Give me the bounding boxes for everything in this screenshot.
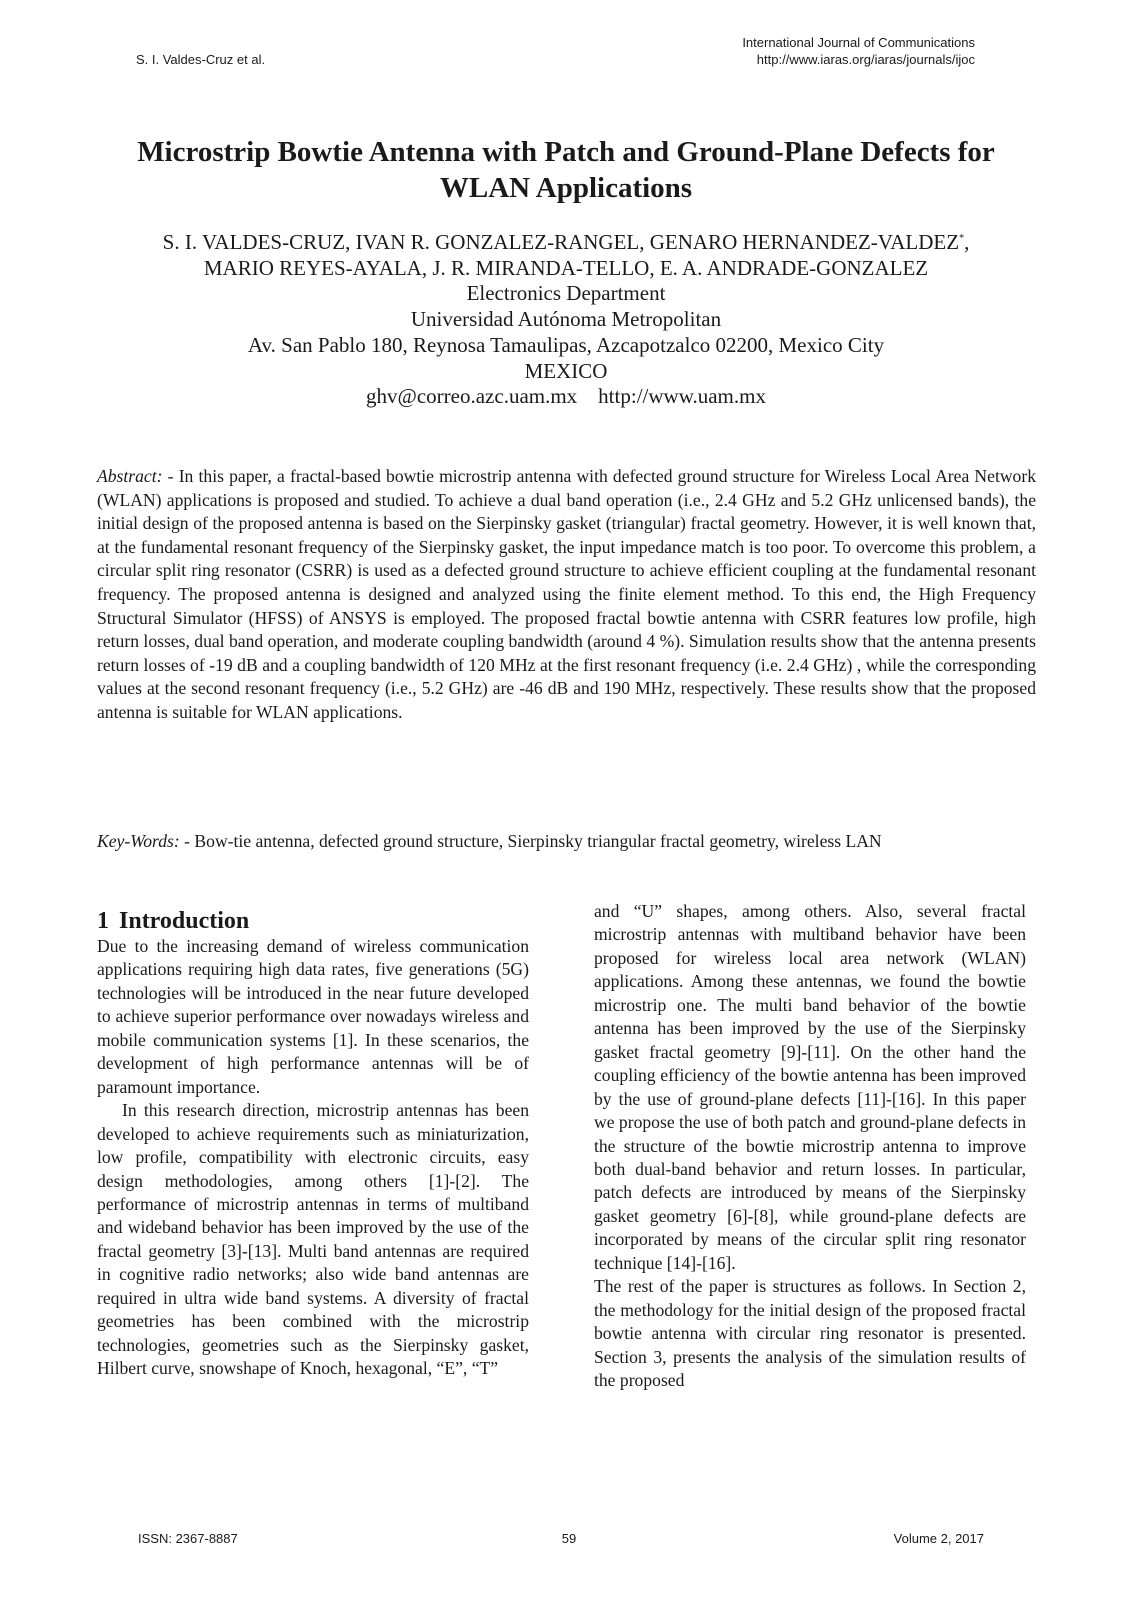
department: Electronics Department bbox=[466, 281, 666, 306]
section-heading bbox=[97, 906, 529, 936]
section-number: 1 bbox=[97, 908, 109, 934]
authors-line-1-end: , bbox=[964, 230, 970, 254]
authors-line-1 bbox=[100, 230, 1032, 256]
author-block bbox=[100, 230, 1032, 410]
title-line-2: WLAN Applications bbox=[439, 172, 693, 204]
running-header-authors: S. I. Valdes-Cruz et al. bbox=[136, 52, 266, 67]
authors-line-1-text: S. I. VALDES-CRUZ, IVAN R. GONZALEZ-RANGEL, GENARO HERNANDEZ-VALDEZ bbox=[162, 230, 960, 254]
university: Universidad Autónoma Metropolitan bbox=[410, 307, 722, 332]
contact: ghv@correo.azc.uam.mx http://www.uam.mx bbox=[366, 384, 766, 409]
keywords-label: Key-Words: bbox=[97, 831, 180, 851]
country: MEXICO bbox=[524, 358, 608, 383]
running-header-journal bbox=[742, 34, 975, 68]
section-title: Introduction bbox=[119, 908, 250, 934]
intro-paragraph-2-continued: and “U” shapes, among others. Also, several fractal microstrip antennas with multiband behavior have been proposed for wireless local area network (WLAN) applications. Among these antennas, we found the bowtie microstrip one. The multi band behavior of the bowtie antenna has been improved by the use of the Sierpinsky gasket fractal geometry [9]-[11]. On the other hand the coupling efficiency of the bowtie antenna has been improved by the use of ground-plane defects [11]-[16]. In this paper we propose the use of both patch and ground-plane defects in the structure of the bowtie microstrip antenna to improve both dual-band behavior and return losses. In particular, patch defects are introduced by means of the Sierpinsky gasket geometry [6]-[8], while ground-plane defects are incorporated by means of the circular split ring resonator technique [14]-[16]. bbox=[594, 901, 1026, 1273]
page-number: 59 bbox=[561, 1531, 577, 1546]
intro-paragraph-2: In this research direction, microstrip antennas has been developed to achieve requirements such as miniaturization, low profile, compatibility with electronic circuits, easy design methodologies, among others [1]-[2]. The performance of microstrip antennas in terms of multiband and wideband behavior has been improved by the use of the fractal geometry [3]-[13]. Multi band antennas are required in cognitive radio networks; also wide band antennas are required in ultra wide band systems. A diversity of fractal geometries has been combined with the microstrip technologies, geometries such as the Sierpinsky gasket, Hilbert curve, snowshape of Knoch, hexagonal, “E”, “T” bbox=[97, 1100, 529, 1379]
intro-paragraph-1: Due to the increasing demand of wireless communication applications requiring high data rates, five generations (5G) technologies will be introduced in the near future developed to achieve superior performance over nowadays wireless and mobile communication systems [1]. In these scenarios, the development of high performance antennas will be of paramount importance. bbox=[97, 936, 529, 1097]
intro-paragraph-3: The rest of the paper is structures as follows. In Section 2, the methodology for the initial design of the proposed fractal bowtie antenna with circular ring resonator is presented. Section 3, presents the analysis of the simulation results of the proposed bbox=[594, 1276, 1026, 1391]
paper-title bbox=[100, 134, 1032, 206]
abstract-label: Abstract: bbox=[97, 466, 163, 486]
keywords bbox=[97, 830, 1057, 854]
journal-name: International Journal of Communications bbox=[742, 35, 975, 50]
abstract bbox=[97, 465, 1036, 725]
address: Av. San Pablo 180, Reynosa Tamaulipas, Azcapotzalco 02200, Mexico City bbox=[247, 332, 885, 357]
authors-line-2: MARIO REYES-AYALA, J. R. MIRANDA-TELLO, E. A. ANDRADE-GONZALEZ bbox=[203, 255, 929, 280]
body-column-right bbox=[594, 900, 1026, 1393]
keywords-text: - Bow-tie antenna, defected ground structure, Sierpinsky triangular fractal geometry, wireless LAN bbox=[179, 831, 882, 851]
footer-volume: Volume 2, 2017 bbox=[893, 1531, 984, 1546]
corresponding-mark: * bbox=[959, 233, 965, 244]
footer-issn: ISSN: 2367-8887 bbox=[138, 1531, 238, 1546]
body-column-left bbox=[97, 906, 529, 1381]
journal-url: http://www.iaras.org/iaras/journals/ijoc bbox=[756, 52, 975, 67]
title-line-1: Microstrip Bowtie Antenna with Patch and Ground-Plane Defects for bbox=[137, 136, 995, 168]
abstract-text: - In this paper, a fractal-based bowtie microstrip antenna with defected ground structure for Wireless Local Area Network (WLAN) applications is proposed and studied. To achieve a dual band operation (i.e., 2.4 GHz and 5.2 GHz unlicensed bands), the initial design of the proposed antenna is based on the Sierpinsky gasket (triangular) fractal geometry. However, it is well known that, at the fundamental resonant frequency of the Sierpinsky gasket, the input impedance match is too poor. To overcome this problem, a circular split ring resonator (CSRR) is used as a defected ground structure to achieve efficient coupling at the fundamental resonant frequency. The proposed antenna is designed and analyzed using the finite element method. To this end, the High Frequency Structural Simulator (HFSS) of ANSYS is employed. The proposed fractal bowtie antenna with CSRR features low profile, high return losses, dual band operation, and moderate coupling bandwidth (around 4 %). Simulation results show that the antenna presents return losses of -19 dB and a coupling bandwidth of 120 MHz at the first resonant frequency (i.e. 2.4 GHz) , while the corresponding values at the second resonant frequency (i.e., 5.2 GHz) are -46 dB and 190 MHz, respectively. These results show that the proposed antenna is suitable for WLAN applications. bbox=[97, 466, 1036, 722]
